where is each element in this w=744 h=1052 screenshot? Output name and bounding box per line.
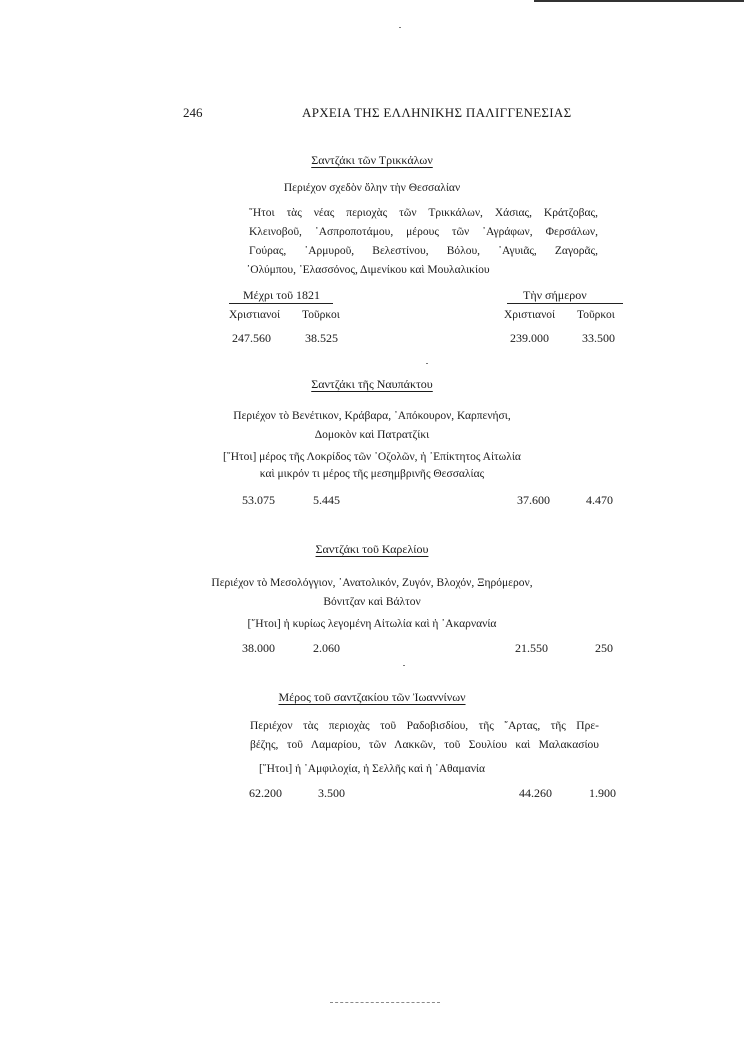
right-column-rule [507,303,623,304]
value-1821-christians: 247.560 [232,331,271,345]
christians-header: Χριστιανοί [229,309,281,321]
top-edge-mark [534,0,744,2]
section-line: [῞Ητοι] ἡ κυρίως λεγομένη Αἰτωλία καὶ ἡ ᾿Ακαρνανία [247,618,497,630]
turks-header: Τοῦρκοι [302,309,340,321]
running-header: ΑΡΧΕΙΑ ΤΗΣ ΕΛΛΗΝΙΚΗΣ ΠΑΛΙΓΓΕΝΕΣΙΑΣ [302,105,572,120]
scan-speck [403,665,405,666]
section-title: Σαντζάκι τῆς Ναυπάκτου [311,377,433,391]
value-today-christians: 37.600 [517,493,550,507]
value-today-turks: 33.500 [582,331,615,345]
left-column-rule [229,303,333,304]
section-line: Γούρας, ῾Αρμυροῦ, Βελεστίνου, Βόλου, ᾿Αγυιᾶς, Ζαγορᾶς, [249,245,598,257]
value-1821-turks: 38.525 [305,331,338,345]
section-line: Κλεινοβοῦ, ᾿Ασπροποτάμου, μέρους τῶν ᾿Αγράφων, Φερσάλων, [249,226,598,238]
value-today-turks: 1.900 [589,786,616,800]
value-today-christians: 21.550 [515,641,548,655]
section-title: Σαντζάκι τοῦ Καρελίου [315,542,429,556]
value-today-christians: 239.000 [510,331,549,345]
section-line: Δομοκὸν καὶ Πατρατζίκι [314,429,430,441]
section-line: Περιέχον τὰς περιοχὰς τοῦ Ραδοβισδίου, τῆς ῎Αρτας, τῆς Πρε- [250,720,599,732]
value-1821-turks: 2.060 [313,641,340,655]
section-line: καὶ μικρόν τι μέρος τῆς μεσημβρινῆς Θεσσαλίας [259,468,485,480]
section-line: Περιέχον τὸ Βενέτικον, Κράβαρα, ᾿Απόκουρον, Καρπενήσι, [233,410,511,422]
value-1821-christians: 53.075 [242,493,275,507]
section-line: Περιέχον σχεδὸν ὅλην τὴν Θεσσαλίαν [283,182,461,194]
turks-header: Τοῦρκοι [577,309,615,321]
left-column-title: Μέχρι τοῦ 1821 [243,288,321,302]
section-line: [῞Ητοι] ἡ ᾿Αμφιλοχία, ἡ Σελλῆς καὶ ἡ ᾿Αθαμανία [258,763,486,775]
section-title: Μέρος τοῦ σαντζακίου τῶν Ἰωαννίνων [278,690,466,704]
section-line: Περιέχον τὸ Μεσολόγγιον, ᾿Ανατολικόν, Ζυγόν, Βλοχόν, Ξηρόμερον, [211,577,533,589]
section-line: [῞Ητοι] μέρος τῆς Λοκρίδος τῶν ᾿Οζολῶν, ἡ ᾿Επίκτητος Αἰτωλία [223,451,521,463]
section-title: Σαντζάκι τῶν Τρικκάλων [311,153,433,167]
value-1821-turks: 3.500 [318,786,345,800]
value-1821-christians: 62.200 [249,786,282,800]
bottom-scan-line [330,1002,440,1003]
section-line: ῞Ητοι τὰς νέας περιοχὰς τῶν Τρικκάλων, Χάσιας, Κράτζοβας, [249,207,598,219]
christians-header: Χριστιανοί [504,309,556,321]
section-line: ᾿Ολύμπου, ᾿Ελασσόνος, Διμενίκου καὶ Μουλαλικίου [246,264,490,276]
value-today-turks: 250 [595,641,613,655]
page-number: 246 [183,105,203,120]
scan-speck [426,363,428,364]
scan-speck [399,27,401,28]
right-column-title: Τὴν σήμερον [523,288,587,302]
section-line: Βόνιτζαν καὶ Βάλτον [323,596,421,608]
value-today-turks: 4.470 [586,493,613,507]
value-1821-christians: 38.000 [242,641,275,655]
value-today-christians: 44.260 [519,786,552,800]
section-line: βέζης, τοῦ Λαμαρίου, τῶν Λακκῶν, τοῦ Σουλίου καὶ Μαλακασίου [250,739,599,751]
value-1821-turks: 5.445 [313,493,340,507]
